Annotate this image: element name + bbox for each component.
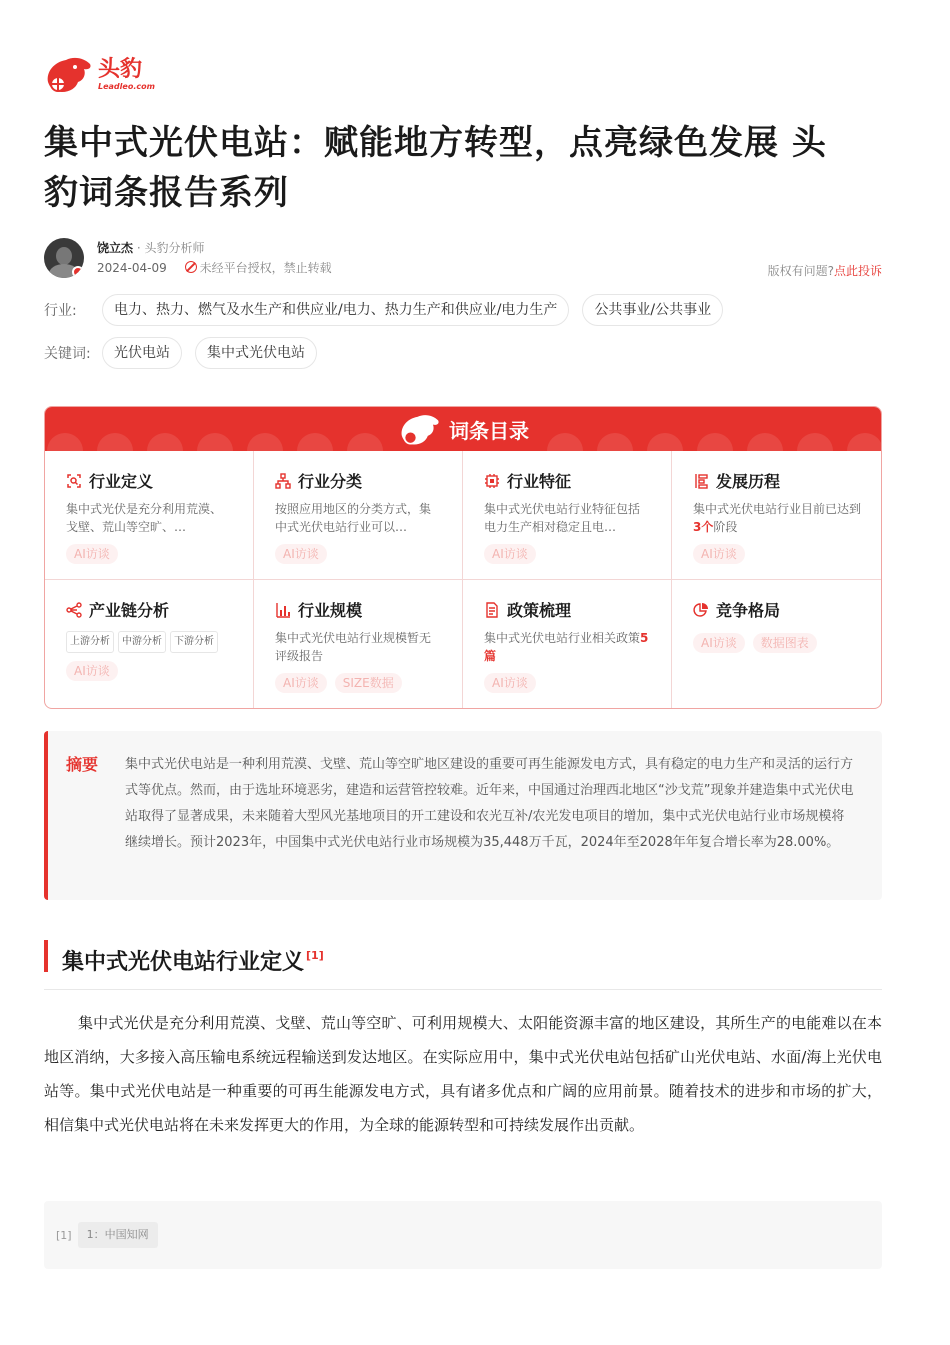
copyright-question: 版权有问题?: [767, 264, 834, 278]
leopard-logo-icon: [44, 52, 94, 96]
ai-interview-pill[interactable]: AI访谈: [66, 661, 118, 681]
toc-item-desc: 集中式光伏电站行业特征包括电力生产相对稳定且电…: [484, 502, 641, 534]
toc-item-competition[interactable]: 竞争格局 AI访谈 数据图表: [672, 580, 881, 709]
hierarchy-icon: [275, 473, 291, 489]
size-data-pill[interactable]: SIZE数据: [335, 673, 402, 693]
keywords-row: [44, 337, 330, 369]
avatar[interactable]: [44, 238, 84, 278]
publish-date: 2024-04-09: [97, 261, 167, 275]
keywords-label: 关键词:: [44, 346, 91, 362]
divider: [44, 989, 882, 990]
chain-tag-upstream[interactable]: 上游分析: [66, 631, 114, 653]
summary-box: [44, 731, 882, 900]
report-link[interactable]: 点此投诉: [833, 264, 882, 278]
ai-interview-pill[interactable]: AI访谈: [275, 544, 327, 564]
chain-tag-downstream[interactable]: 下游分析: [170, 631, 218, 653]
toc-item-market-size[interactable]: 行业规模 集中式光伏电站行业规模暂无评级报告 AI访谈 SIZE数据: [254, 580, 463, 709]
leopard-logo-icon: [397, 410, 443, 448]
toc-panel: [44, 406, 882, 709]
toc-item-desc: 按照应用地区的分类方式，集中式光伏电站行业可以…: [275, 502, 432, 534]
brand-domain: Leadleo.com: [98, 81, 155, 91]
data-chart-pill[interactable]: 数据图表: [753, 633, 817, 653]
toc-item-desc: 集中式光伏电站行业目前已达到3个阶段: [693, 502, 861, 534]
prohibited-icon: [185, 261, 197, 273]
reference-marker[interactable]: [1]: [306, 949, 324, 962]
industry-tag[interactable]: 电力、热力、燃气及水生产和供应业/电力、热力生产和供应业/电力生产: [102, 294, 569, 326]
brand-name: 头豹: [98, 56, 143, 82]
pie-chart-icon: [693, 602, 709, 618]
copyright-warning: 未经平台授权，禁止转载: [185, 261, 332, 275]
brand-logo[interactable]: [44, 52, 155, 96]
timeline-icon: [693, 473, 709, 489]
ai-interview-pill[interactable]: AI访谈: [693, 633, 745, 653]
toc-item-classification[interactable]: 行业分类 按照应用地区的分类方式，集中式光伏电站行业可以… AI访谈: [254, 451, 463, 580]
references-box: [44, 1201, 882, 1269]
chip-icon: [484, 473, 500, 489]
reference-number: [1]: [56, 1228, 72, 1242]
toc-item-desc: 集中式光伏是充分利用荒漠、戈壁、荒山等空旷、…: [66, 502, 223, 534]
toc-item-policy[interactable]: 政策梳理 集中式光伏电站行业相关政策5篇 AI访谈: [463, 580, 672, 709]
ai-interview-pill[interactable]: AI访谈: [484, 673, 536, 693]
summary-text: 集中式光伏电站是一种利用荒漠、戈壁、荒山等空旷地区建设的重要可再生能源发电方式，具有稳定的电力生产和灵活的运行方式等优点。然而，由于选址环境恶劣，建造和运营管控较难。近年来，中国通过治理西北地区“沙戈荒”现象并建造集中式光伏电站取得了显著成果，未来随着大型风光基地项目的开工建设和农光互补/农光发电项目的增加，集中式光伏电站行业市场规模将继续增长。预计2023年，中国集中式光伏电站行业市场规模为35,448万千瓦，2024年至2028年年复合增长率为28.00%。: [125, 757, 854, 850]
author-name[interactable]: 饶立杰: [97, 241, 134, 255]
document-icon: [484, 602, 500, 618]
industry-tag[interactable]: 公共事业/公共事业: [582, 294, 723, 326]
toc-item-features[interactable]: 行业特征 集中式光伏电站行业特征包括电力生产相对稳定且电… AI访谈: [463, 451, 672, 580]
summary-label: 摘要: [66, 755, 99, 774]
reference-source[interactable]: 1：中国知网: [78, 1222, 158, 1248]
toc-item-desc: 集中式光伏电站行业规模暂无评级报告: [275, 631, 432, 663]
page-title: 集中式光伏电站：赋能地方转型，点亮绿色发展 头豹词条报告系列: [44, 123, 827, 213]
ai-interview-pill[interactable]: AI访谈: [693, 544, 745, 564]
toc-item-history[interactable]: 发展历程 集中式光伏电站行业目前已达到3个阶段 AI访谈: [672, 451, 881, 580]
toc-header: [45, 407, 881, 451]
ai-interview-pill[interactable]: AI访谈: [484, 544, 536, 564]
author-row: [44, 238, 884, 278]
value-chain-tags: [66, 631, 233, 653]
author-separator: ·: [136, 241, 141, 255]
ai-interview-pill[interactable]: AI访谈: [66, 544, 118, 564]
industry-row: [44, 294, 736, 326]
author-role: 头豹分析师: [144, 241, 205, 255]
section-title: 集中式光伏电站行业定义 [1]: [44, 940, 324, 972]
toc-item-definition[interactable]: 行业定义 集中式光伏是充分利用荒漠、戈壁、荒山等空旷、… AI访谈: [45, 451, 254, 580]
toc-item-value-chain[interactable]: 产业链分析 上游分析 中游分析 下游分析 AI访谈: [45, 580, 254, 709]
search-icon: [66, 473, 82, 489]
chain-tag-midstream[interactable]: 中游分析: [118, 631, 166, 653]
toc-item-desc: 集中式光伏电站行业相关政策5篇: [484, 631, 649, 663]
industry-label: 行业:: [44, 303, 77, 319]
copyright-report: [768, 262, 882, 279]
toc-title: 词条目录: [449, 418, 529, 443]
keyword-tag[interactable]: 集中式光伏电站: [195, 337, 317, 369]
ai-interview-pill[interactable]: AI访谈: [275, 673, 327, 693]
bar-chart-icon: [275, 602, 291, 618]
keyword-tag[interactable]: 光伏电站: [102, 337, 182, 369]
share-icon: [66, 602, 82, 618]
section-body: 集中式光伏是充分利用荒漠、戈壁、荒山等空旷、可利用规模大、太阳能资源丰富的地区建设，其所生产的电能难以在本地区消纳，大多接入高压输电系统远程输送到发达地区。在实际应用中，集中式光伏电站包括矿山光伏电站、水面/海上光伏电站等。集中式光伏电站是一种重要的可再生能源发电方式，具有诸多优点和广阔的应用前景。随着技术的进步和市场的扩大，相信集中式光伏电站将在未来发挥更大的作用，为全球的能源转型和可持续发展作出贡献。: [44, 1014, 882, 1134]
